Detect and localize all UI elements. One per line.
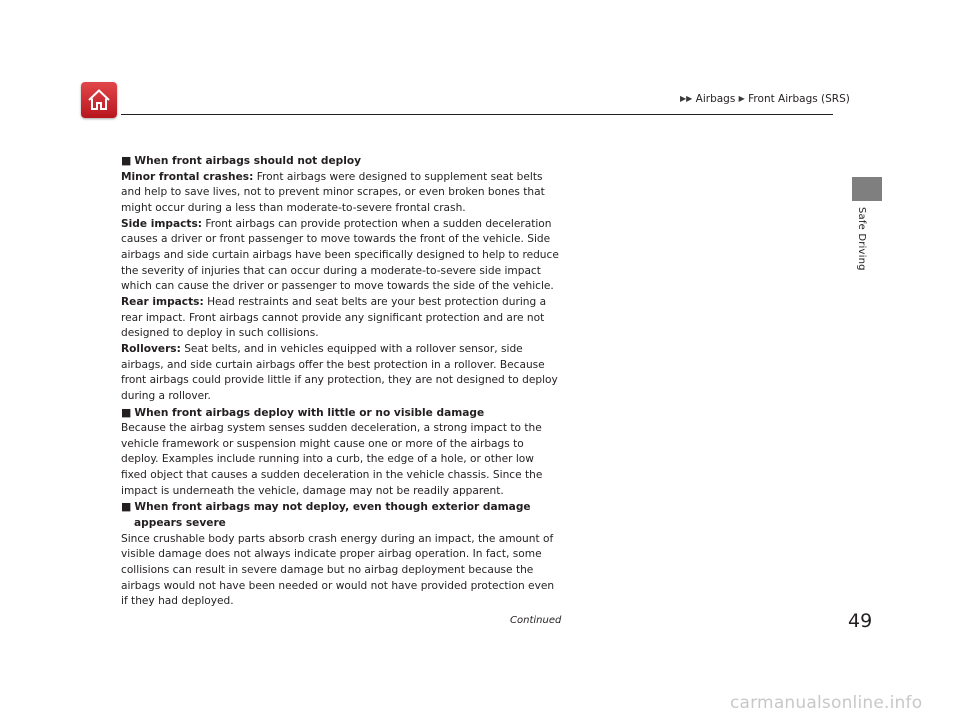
section-heading: ■ When front airbags should not deploy bbox=[121, 154, 362, 167]
section-tab[interactable] bbox=[852, 177, 882, 201]
page-content bbox=[121, 153, 559, 610]
home-button[interactable] bbox=[81, 82, 117, 118]
triangle-right-icon: ▶ bbox=[738, 94, 745, 103]
triangle-right-icon: ▶▶ bbox=[680, 94, 693, 103]
square-bullet-icon: ■ bbox=[121, 405, 132, 419]
continued-label: Continued bbox=[510, 615, 562, 626]
paragraph-rollovers: Rollovers: Seat belts, and in vehicles equipped with a rollover sensor, side airbags, and side curtain airbags offer the best protection in a rollover. Because front airbags could provide little if any protection, they are not designed to deploy during a rollover. bbox=[121, 342, 558, 402]
paragraph-no-visible-damage: Because the airbag system senses sudden deceleration, a strong impact to the vehicle framework or suspension might cause one or more of the airbags to deploy. Examples include running into a curb, the edge of a hole, or other low fixed object that causes a sudden deceleration in the vehicle chassis. Since the impact is underneath the vehicle, damage may not be readily apparent. bbox=[121, 422, 543, 497]
section-heading: ■ When front airbags may not deploy, even though exterior damage appears severe bbox=[121, 500, 531, 530]
home-icon bbox=[86, 87, 112, 113]
paragraph-label: Rollovers: bbox=[121, 342, 181, 355]
section-tab-label: Safe Driving bbox=[856, 207, 867, 271]
page-number: 49 bbox=[848, 610, 873, 632]
section-heading: ■ When front airbags deploy with little or no visible damage bbox=[121, 405, 485, 419]
paragraph-side-impacts: Side impacts: Front airbags can provide protection when a sudden deceleration causes a driver or front passenger to move towards the front of the vehicle. Side airbags and side curtain airbags have been specifically designed to help to reduce the severity of injuries that can occur during a moderate-to-severe side impact which can cause the driver or passenger to move towards the side of the vehicle. bbox=[121, 217, 559, 293]
watermark: carmanualsonline.info bbox=[730, 693, 923, 713]
paragraph-label: Rear impacts: bbox=[121, 295, 204, 308]
breadcrumb-item-front-airbags[interactable]: Front Airbags (SRS) bbox=[748, 93, 850, 105]
breadcrumb-item-airbags[interactable]: Airbags bbox=[695, 93, 736, 105]
paragraph-rear-impacts: Rear impacts: Head restraints and seat belts are your best protection during a rear impact. Front airbags cannot provide any significant protection and are not designed to deploy in such collisions. bbox=[121, 295, 547, 340]
square-bullet-icon: ■ bbox=[121, 154, 132, 167]
paragraph-severe-damage: Since crushable body parts absorb crash energy during an impact, the amount of visible damage does not always indicate proper airbag operation. In fact, some collisions can result in severe damage but no airbag deployment because the airbags would not have been needed or would not have provided protection even if they had deployed. bbox=[121, 532, 555, 608]
square-bullet-icon: ■ bbox=[121, 500, 132, 514]
breadcrumb bbox=[680, 93, 850, 105]
paragraph-label: Side impacts: bbox=[121, 217, 203, 230]
header-rule bbox=[121, 114, 833, 115]
paragraph-label: Minor frontal crashes: bbox=[121, 170, 254, 183]
paragraph-minor-frontal: Minor frontal crashes: Front airbags were designed to supplement seat belts and help to save lives, not to prevent minor scrapes, or even broken bones that might occur during a less than moderate-to-severe frontal crash. bbox=[121, 170, 545, 214]
